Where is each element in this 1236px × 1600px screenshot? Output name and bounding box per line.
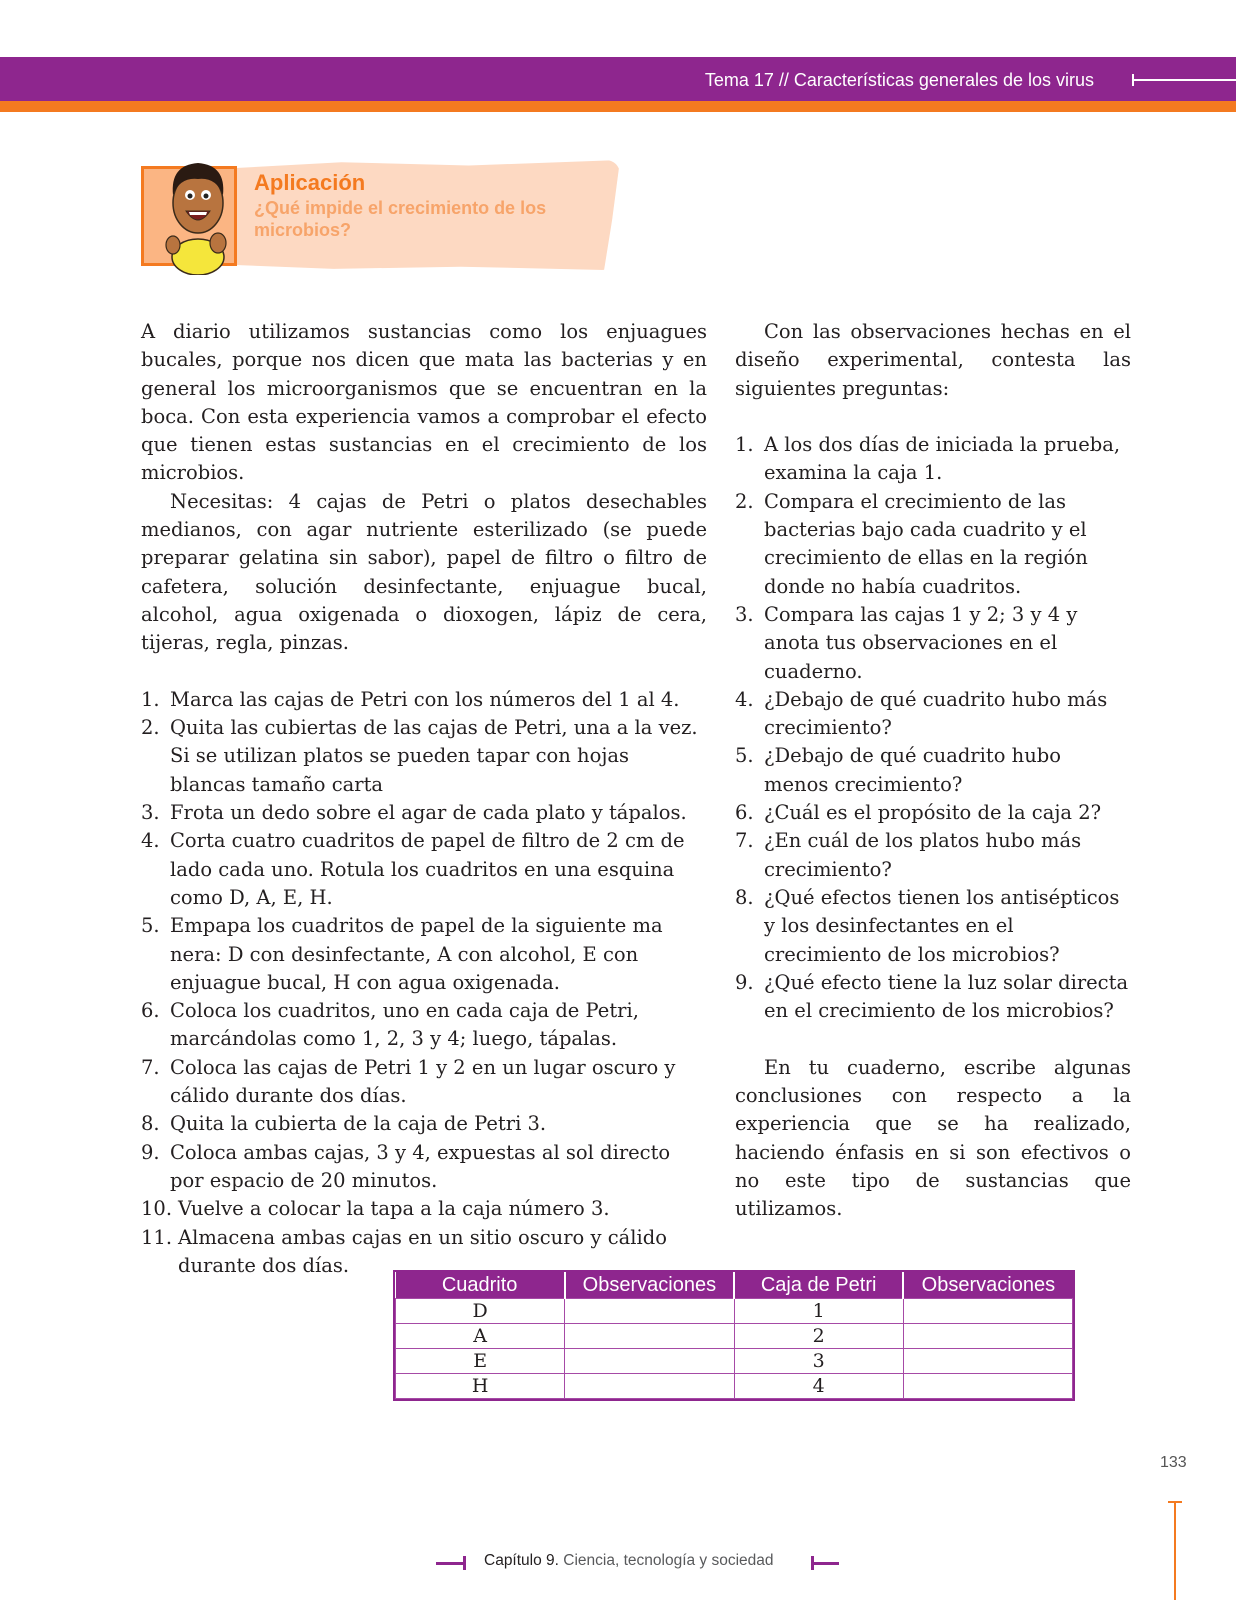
list-item: 3. Compara las cajas 1 y 2; 3 y 4 y anota tus observaciones en el cuaderno. [735, 602, 1078, 683]
column-header: Caja de Petri [734, 1272, 903, 1299]
column-header: Observaciones [565, 1272, 734, 1299]
footer-line-right [811, 1562, 839, 1565]
table-cell [565, 1349, 734, 1374]
table-cell: E [396, 1349, 565, 1374]
table-row [396, 1299, 1073, 1324]
table-header-row [396, 1272, 1073, 1299]
right-column [735, 318, 1131, 1224]
observations-table [395, 1272, 1073, 1399]
list-item: 9. ¿Qué efecto tiene la luz solar directa en el crecimiento de los microbios? [735, 970, 1129, 1023]
list-item: 6. ¿Cuál es el propósito de la caja 2? [735, 801, 1102, 825]
table-cell: H [396, 1374, 565, 1399]
application-title: Aplicación [254, 170, 366, 195]
table-cell: 3 [734, 1349, 903, 1374]
conclusion-paragraph: En tu cuaderno, escribe algunas conclusiones con respecto a la experiencia que se ha realizado, haciendo énfasis en si son efectivos o no este tipo de sustancias que utilizamos. [735, 1055, 1131, 1221]
header-title: Tema 17 // Características generales de los virus [704, 70, 1094, 90]
list-item: 4. Corta cuatro cuadritos de papel de filtro de 2 cm de lado cada uno. Rotula los cuadritos en una esquina como D, A, E, H. [141, 829, 685, 909]
application-subtitle: ¿Qué impide el crecimiento de los microbios? [254, 198, 547, 240]
table-cell [903, 1349, 1072, 1374]
list-item: 8. Quita la cubierta de la caja de Petri 3. [141, 1112, 547, 1136]
list-item: 7. ¿En cuál de los platos hubo más crecimiento? [735, 829, 1082, 881]
list-item: 7. Coloca las cajas de Petri 1 y 2 en un lugar oscuro y cálido durante dos días. [141, 1055, 676, 1108]
footer-line-left [436, 1562, 466, 1565]
table-cell [903, 1299, 1072, 1324]
footer-title: Ciencia, tecnología y sociedad [563, 1552, 774, 1569]
list-item: 9. Coloca ambas cajas, 3 y 4, expuestas al sol directo por espacio de 20 minutos. [141, 1140, 671, 1192]
table-cell: A [396, 1324, 565, 1349]
list-item: 5. ¿Debajo de qué cuadrito hubo menos crecimiento? [735, 744, 1061, 796]
list-item: 4. ¿Debajo de qué cuadrito hubo más crecimiento? [735, 687, 1108, 740]
header-accent-stripe [0, 101, 1236, 112]
table-cell: 2 [734, 1324, 903, 1349]
list-item: 8. ¿Qué efectos tienen los antisépticos y los desinfectantes en el crecimiento de los microbios? [735, 885, 1120, 966]
table-cell [565, 1324, 734, 1349]
table-row [396, 1349, 1073, 1374]
list-item: 2. Compara el crecimiento de las bacterias bajo cada cuadrito y el crecimiento de ellas en la región donde no había cuadritos. [735, 489, 1088, 598]
table-cell [565, 1374, 734, 1399]
column-header: Observaciones [903, 1272, 1072, 1299]
table-cell: D [396, 1299, 565, 1324]
procedure-list [141, 686, 707, 1280]
questions-list [735, 431, 1131, 1025]
list-item: 10. Vuelve a colocar la tapa a la caja número 3. [141, 1197, 610, 1221]
table-cell: 1 [734, 1299, 903, 1324]
footer-chapter: Capítulo 9. [484, 1552, 559, 1569]
boy-character-illustration [156, 155, 240, 275]
questions-intro: Con las observaciones hechas en el diseño experimental, contesta las siguientes preguntas: [735, 320, 1131, 400]
table-cell: 4 [734, 1374, 903, 1399]
list-item: 1. Marca las cajas de Petri con los números del 1 al 4. [141, 687, 680, 711]
intro-paragraph: A diario utilizamos sustancias como los enjuagues bucales, porque nos dicen que mata las bacterias y en general los microorganismos que se encuentran en la boca. Con esta experiencia vamos a comprobar el efecto que tienen estas sustancias en el crecimiento de los microbios. [141, 320, 707, 485]
table-cell [903, 1324, 1072, 1349]
header-line [1132, 79, 1236, 81]
table-cell [565, 1299, 734, 1324]
footer [484, 1552, 774, 1570]
page-number: 133 [1160, 1454, 1187, 1471]
list-item: 3. Frota un dedo sobre el agar de cada plato y tápalos. [141, 801, 687, 825]
left-column [141, 318, 707, 1280]
list-item: 2. Quita las cubiertas de las cajas de Petri, una a la vez. Si se utilizan platos se pueden tapar con hojas blancas tamaño carta [141, 716, 698, 796]
list-item: 5. Empapa los cuadritos de papel de la siguiente ma nera: D con desinfectante, A con alcohol, E con enjuague bucal, H con agua oxigenada. [141, 914, 663, 994]
table-row [396, 1324, 1073, 1349]
list-item: 11. Almacena ambas cajas en un sitio oscuro y cálido durante dos días. [141, 1225, 667, 1277]
footer-tick-left [463, 1556, 466, 1570]
list-item: 6. Coloca los cuadritos, uno en cada caja de Petri, marcándolas como 1, 2, 3 y 4; luego, tápalas. [141, 999, 639, 1051]
table-cell [903, 1374, 1072, 1399]
side-line [1174, 1502, 1176, 1600]
table-row [396, 1374, 1073, 1399]
column-header: Cuadrito [396, 1272, 565, 1299]
list-item: 1. A los dos días de iniciada la prueba, examina la caja 1. [735, 433, 1121, 485]
materials-paragraph: Necesitas: 4 cajas de Petri o platos desechables medianos, con agar nutriente esterilizado (se puede preparar gelatina sin sabor), papel de filtro o filtro de cafetera, solución desinfectante, enjuague bucal, alcohol, agua oxigenada o dioxogen, lápiz de cera, tijeras, regla, pinzas. [141, 489, 707, 655]
